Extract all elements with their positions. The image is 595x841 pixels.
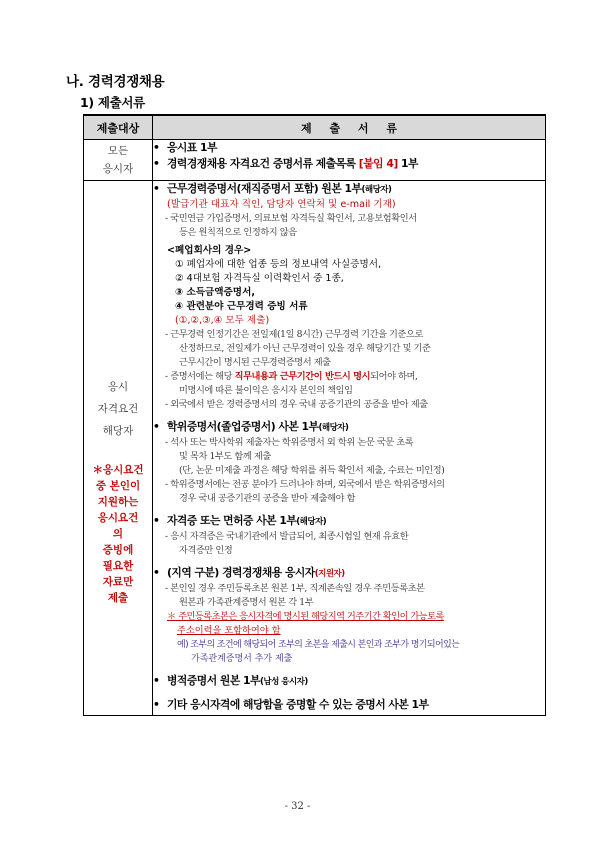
section-title: 나. 경력경쟁채용 — [66, 74, 165, 90]
page-number: - 32 - — [284, 801, 311, 812]
table-header-row — [84, 115, 546, 140]
other-certificate-item: • 기타 응시자격에 해당함을 증명할 수 있는 증명서 사본 1부 — [153, 698, 429, 711]
documents-all-applicants — [153, 140, 546, 181]
subsection-title: 1) 제출서류 — [80, 95, 145, 110]
career-certificate-item: • 근무경력증명서(재직증명서 포함) 원본 1부(해당자) — [153, 182, 392, 195]
documents-qualification-holders: • 근무경력증명서(재직증명서 포함) 원본 1부(해당자) (발급기관 대표자 직인, 담당자 연락처 및 e-mail 기재) - 국민연금 가입증명서, 의료보험 자격득실 확인서, 고용보험확인서 등은 원칙적으로 인정하지 않음 <폐업회사의 경우> ① 폐업자에 대한 업종 등의 정보내역 사실증명서, ② 4대보험 자격득실 이력확인서 중 1종, ③ 소득금액증명서, ④ 관련분야 근무경력 증빙 서류 (①,②,③,④ 모두 제출) - 근무경력 인정기간은 전일제(1일 8시간) 근무경력 기간을 기준으로 산정하므로, 전일제가 아닌 근무경력이 있을 경우 해당기간 및 기준 근무시간이 명시된 근무경력증명서 제출 - 증명서에는 해당 직무내용과 근무기간이 반드시 명시되어야 하며, 미명시에 따른 불이익은 응시자 본인의 책임임 - 외국에서 받은 경력증명서의 경우 국내 공증기관의 공증을 받아 제출 • 학위증명서(졸업증명서) 사본 1부(해당자) - 석사 또는 박사학위 제출자는 학위증명서 외 학위 논문 국문 초록 및 목차 1부도 함께 제출 (단, 논문 미제출 과정은 해당 학위를 취득 확인서 제출, 수료는 미인정) - 학위증명서에는 전공 분야가 드러나야 하며, 외국에서 받은 학위증명서의 경우 국내 공증기관의 공증을 받아 제출해야 함 • 자격증 또는 면허증 사본 1부(해당자) - 응시 자격증은 국내기관에서 발급되어, 최종시험일 현재 유효한 자격증만 인정 • (지역 구분) 경력경쟁채용 응시자(지원자) - 본인일 경우 주민등록초본 원본 1부, 직계존속일 경우 주민등록초본 원본과 가족관계증명서 원본 각 1부 ＊ 주민등록초본은 응시자격에 명시된 해당지역 거주기간 확인이 가능토록 주소이력을 포함하여야 함 예) 조부의 조건에 해당되어 조부의 초본을 제출시 본인과 조부가 명기되어있는 가족관계증명서 추가 제출 • 병적증명서 원본 1부(남성 응시자) • 기타 응시자격에 해당함을 증명할 수 있는 증명서 사본 1부 — [153, 181, 546, 716]
list-item: • 경력경쟁채용 자격요건 증명서류 제출목록 [붙임 4] 1부 — [153, 157, 418, 170]
military-record-item: • 병적증명서 원본 1부(남성 응시자) — [153, 674, 308, 687]
degree-certificate-item: • 학위증명서(졸업증명서) 사본 1부(해당자) — [153, 420, 349, 433]
license-item: • 자격증 또는 면허증 사본 1부(해당자) — [153, 514, 327, 527]
submission-note: ＊응시요건 중 본인이 지원하는 응시요건 의 증빙에 필요한 자료만 제출 — [92, 464, 144, 604]
list-item: • 응시표 1부 — [153, 141, 217, 154]
table-row — [84, 140, 546, 181]
header-target: 제출대상 — [84, 115, 153, 140]
target-qualification-holders: 응시 자격요건 해당자 ＊응시요건 중 본인이 지원하는 응시요건 의 증빙에 필요한 자료만 제출 — [84, 181, 153, 716]
target-all-applicants: 모든 응시자 — [84, 140, 153, 181]
header-documents: 제 출 서 류 — [153, 115, 546, 140]
documents-table — [83, 114, 546, 716]
table-row — [84, 181, 546, 716]
regional-applicant-item: • (지역 구분) 경력경쟁채용 응시자(지원자) — [153, 566, 345, 579]
